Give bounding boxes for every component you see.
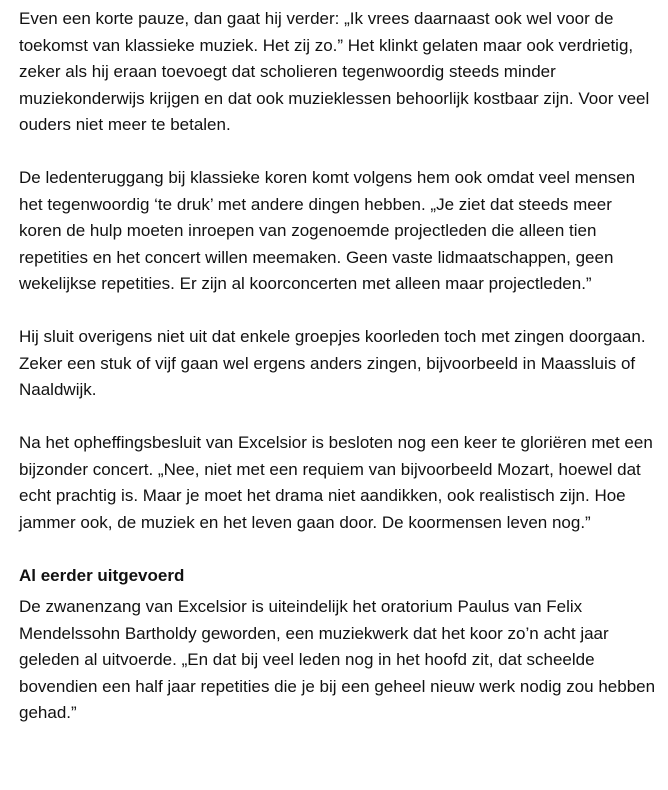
article-paragraph: Na het opheffingsbesluit van Excelsior is besloten nog een keer te gloriëren met een bijzonder concert. „Nee, niet met een requiem van bijvoorbeeld Mozart, hoewel dat echt prachtig is. Maar je moet het drama niet aandikken, ook realistisch zijn. Hoe jammer ook, de muziek en het leven gaan door. De koormensen leven nog.” bbox=[19, 433, 653, 532]
article-paragraph: De zwanenzang van Excelsior is uiteindelijk het oratorium Paulus van Felix Mendelssohn Bartholdy geworden, een muziekwerk dat het koor zo’n acht jaar geleden al uitvoerde. „En dat bij veel leden nog in het hoofd zit, dat scheelde bovendien een half jaar repetities die je bij een geheel nieuw werk nodig zou hebben gehad.” bbox=[19, 597, 656, 722]
article-subheading: Al eerder uitgevoerd bbox=[19, 565, 185, 585]
article-paragraph: De ledenteruggang bij klassieke koren komt volgens hem ook omdat veel mensen het tegenwoordig ‘te druk’ met andere dingen hebben. „Je ziet dat steeds meer koren de hulp moeten inroepen van zogenoemde projectleden die alleen tien repetities en het concert willen meemaken. Geen vaste lidmaatschappen, geen wekelijkse repetities. Er zijn al koorconcerten met alleen maar projectleden.” bbox=[19, 168, 636, 293]
article-body bbox=[19, 6, 659, 753]
article-paragraph: Hij sluit overigens niet uit dat enkele groepjes koorleden toch met zingen doorgaan. Zeker een stuk of vijf gaan wel ergens anders zingen, bijvoorbeeld in Maassluis of Naaldwijk. bbox=[19, 327, 646, 399]
article-paragraph: Even een korte pauze, dan gaat hij verder: „Ik vrees daarnaast ook wel voor de toekomst van klassieke muziek. Het zij zo.” Het klinkt gelaten maar ook verdrietig, zeker als hij eraan toevoegt dat scholieren tegenwoordig steeds minder muziekonderwijs krijgen en dat ook muzieklessen behoorlijk kostbaar zijn. Voor veel ouders niet meer te betalen. bbox=[19, 9, 650, 134]
